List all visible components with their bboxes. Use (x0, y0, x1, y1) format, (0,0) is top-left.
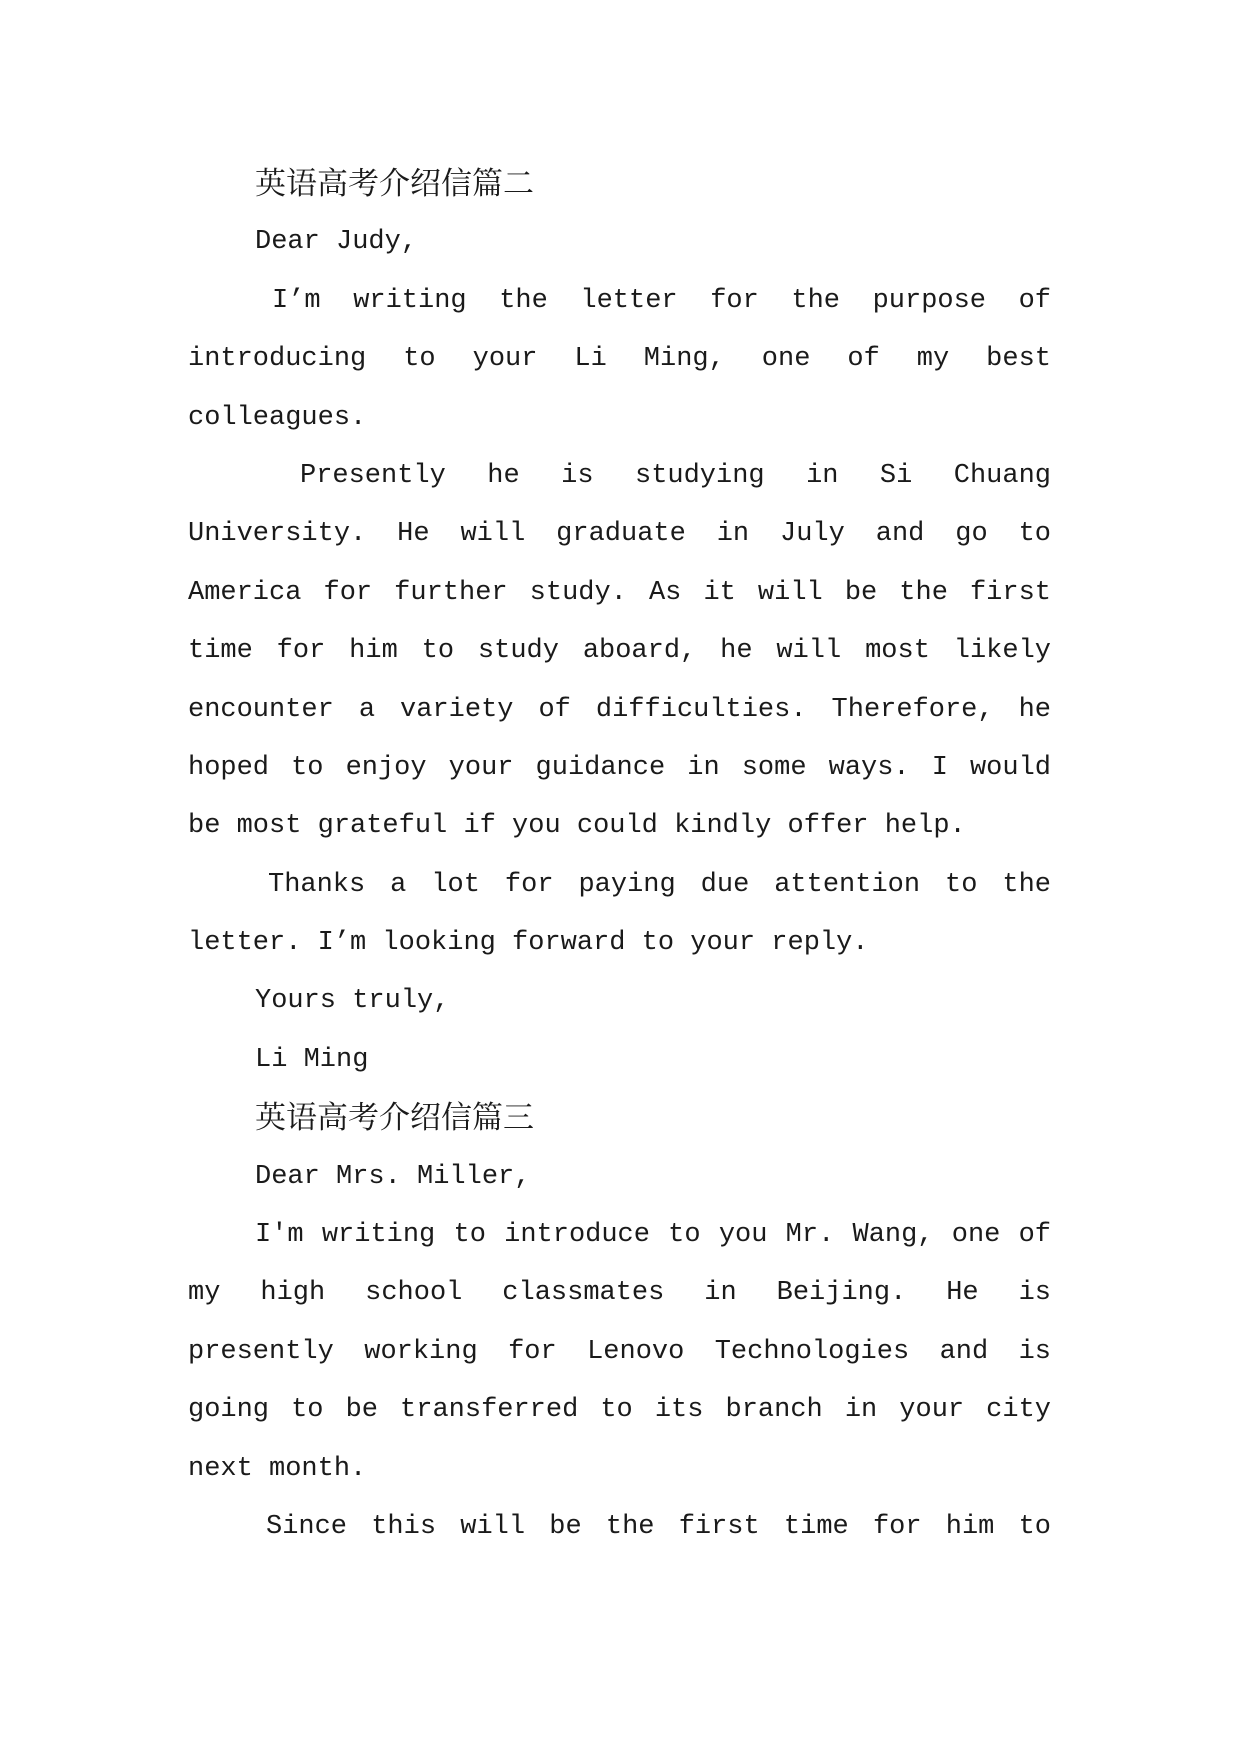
paragraph-line: time for him to study aboard, he will most likely (188, 636, 1051, 667)
paragraph-line: Thanks a lot for paying due attention to the (268, 869, 1051, 900)
paragraph-line: next month. (188, 1453, 367, 1484)
paragraph-line: be most grateful if you could kindly offer help. (188, 811, 966, 842)
section-heading: 英语高考介绍信篇三 (255, 1100, 534, 1137)
paragraph (188, 856, 1051, 973)
paragraph (188, 447, 1051, 856)
paragraph-line: going to be transferred to its branch in your city (188, 1395, 1051, 1426)
signature-name: Li Ming (255, 1044, 369, 1075)
paragraph-line: I’m writing the letter for the purpose of (272, 285, 1051, 316)
paragraph-line: Presently he is studying in Si Chuang (300, 460, 1051, 491)
closing: Yours truly, (255, 986, 450, 1017)
paragraph (188, 1498, 1051, 1556)
salutation: Dear Mrs. Miller, (255, 1161, 531, 1192)
paragraph-line: America for further study. As it will be the first (188, 577, 1051, 608)
paragraph-line: University. He will graduate in July and go to (188, 519, 1051, 550)
paragraph-line: Since this will be the first time for him to (266, 1511, 1051, 1542)
paragraph-line: encounter a variety of difficulties. Therefore, he (188, 694, 1051, 725)
paragraph-line: I'm writing to introduce to you Mr. Wang, one of (255, 1220, 1051, 1251)
paragraph (188, 1206, 1051, 1498)
salutation: Dear Judy, (255, 227, 418, 258)
document-body (188, 155, 1051, 1556)
section-heading: 英语高考介绍信篇二 (255, 166, 534, 202)
paragraph-line: presently working for Lenovo Technologies and is (188, 1336, 1051, 1367)
paragraph-line: introducing to your Li Ming, one of my best (188, 344, 1051, 375)
paragraph-line: colleagues. (188, 402, 367, 433)
paragraph-line: letter. I’m looking forward to your reply. (188, 928, 869, 959)
paragraph-line: my high school classmates in Beijing. He is (188, 1278, 1051, 1309)
paragraph (188, 272, 1051, 447)
paragraph-line: hoped to enjoy your guidance in some ways. I would (188, 752, 1051, 783)
